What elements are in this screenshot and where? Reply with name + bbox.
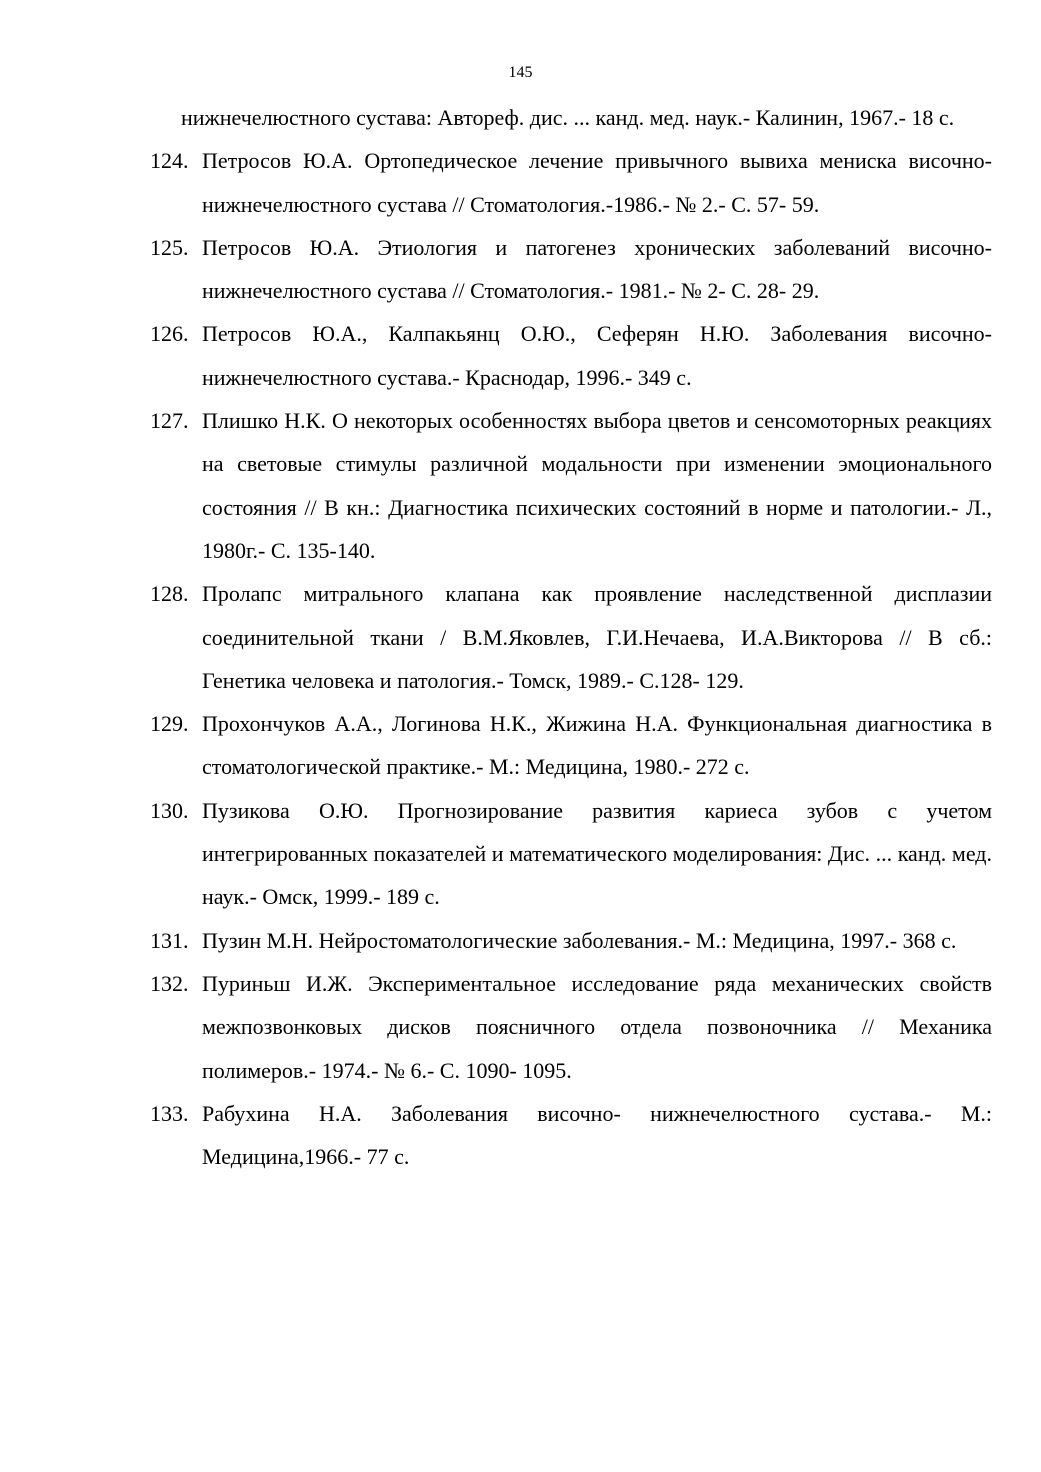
reference-text: Петросов Ю.А., Калпакьянц О.Ю., Сеферян Н.Ю. Заболевания височно-нижнечелюстного сустава.- Краснодар, 1996.- 349 с. (202, 321, 992, 390)
reference-text: Пуриньш И.Ж. Экспериментальное исследование ряда механических свойств межпозвонковых дисков поясничного отдела позвоночника // Механика полимеров.- 1974.- № 6.- С. 1090- 1095. (202, 970, 992, 1083)
reference-text: Пузикова О.Ю. Прогнозирование развития кариеса зубов с учетом интегрированных показателей и математического моделирования: Дис. ... канд. мед. наук.- Омск, 1999.- 189 с. (202, 797, 992, 910)
reference-number: 129. (150, 711, 189, 737)
page-number: 145 (508, 64, 533, 81)
reference-item-124 (150, 139, 992, 226)
reference-item-131 (150, 919, 992, 962)
reference-number: 130. (150, 797, 189, 823)
reference-number: 132. (150, 970, 189, 996)
reference-item-126 (150, 312, 992, 399)
reference-item-125 (150, 226, 992, 313)
reference-text: Рабухина Н.А. Заболевания височно- нижнечелюстного сустава.- М.: Медицина,1966.- 77 с. (202, 1100, 992, 1170)
reference-continuation (150, 96, 992, 139)
reference-item-128 (150, 572, 992, 702)
reference-text: Пролапс митрального клапана как проявление наследственной дисплазии соединительной ткани / В.М.Яковлев, Г.И.Нечаева, И.А.Викторова // В сб.: Генетика человека и патология.- Томск, 1989.- С.128- 129. (202, 581, 992, 693)
reference-number: 128. (150, 581, 189, 607)
reference-number: 127. (150, 408, 189, 434)
reference-list (150, 96, 992, 1178)
reference-item-133 (150, 1092, 992, 1179)
reference-item-132 (150, 962, 992, 1092)
reference-number: 131. (150, 927, 189, 953)
reference-number: 133. (150, 1100, 189, 1126)
reference-number: 126. (150, 321, 189, 347)
reference-text: нижнечелюстного сустава: Автореф. дис. ... канд. мед. наук.- Калинин, 1967.- 18 с. (181, 105, 955, 130)
reference-text: Пузин М.Н. Нейростоматологические заболевания.- М.: Медицина, 1997.- 368 с. (202, 927, 957, 953)
reference-number: 125. (150, 234, 189, 260)
reference-item-129 (150, 702, 992, 789)
reference-number: 124. (150, 148, 189, 174)
reference-item-130 (150, 789, 992, 919)
reference-text: Петросов Ю.А. Этиология и патогенез хронических заболеваний височно-нижнечелюстного сустава // Стоматология.- 1981.- № 2- С. 28- 29. (202, 234, 992, 304)
reference-item-127 (150, 399, 992, 572)
reference-text: Петросов Ю.А. Ортопедическое лечение привычного вывиха мениска височно- нижнечелюстного сустава // Стоматология.-1986.- № 2.- С. 57- 59. (202, 148, 992, 217)
reference-text: Прохончуков А.А., Логинова Н.К., Жижина Н.А. Функциональная диагностика в стоматологической практике.- М.: Медицина, 1980.- 272 с. (202, 711, 992, 780)
reference-text: Плишко Н.К. О некоторых особенностях выбора цветов и сенсомоторных реакциях на световые стимулы различной модальности при изменении эмоционального состояния // В кн.: Диагностика психических состояний в норме и патологии.- Л., 1980г.- С. 135-140. (202, 408, 992, 563)
